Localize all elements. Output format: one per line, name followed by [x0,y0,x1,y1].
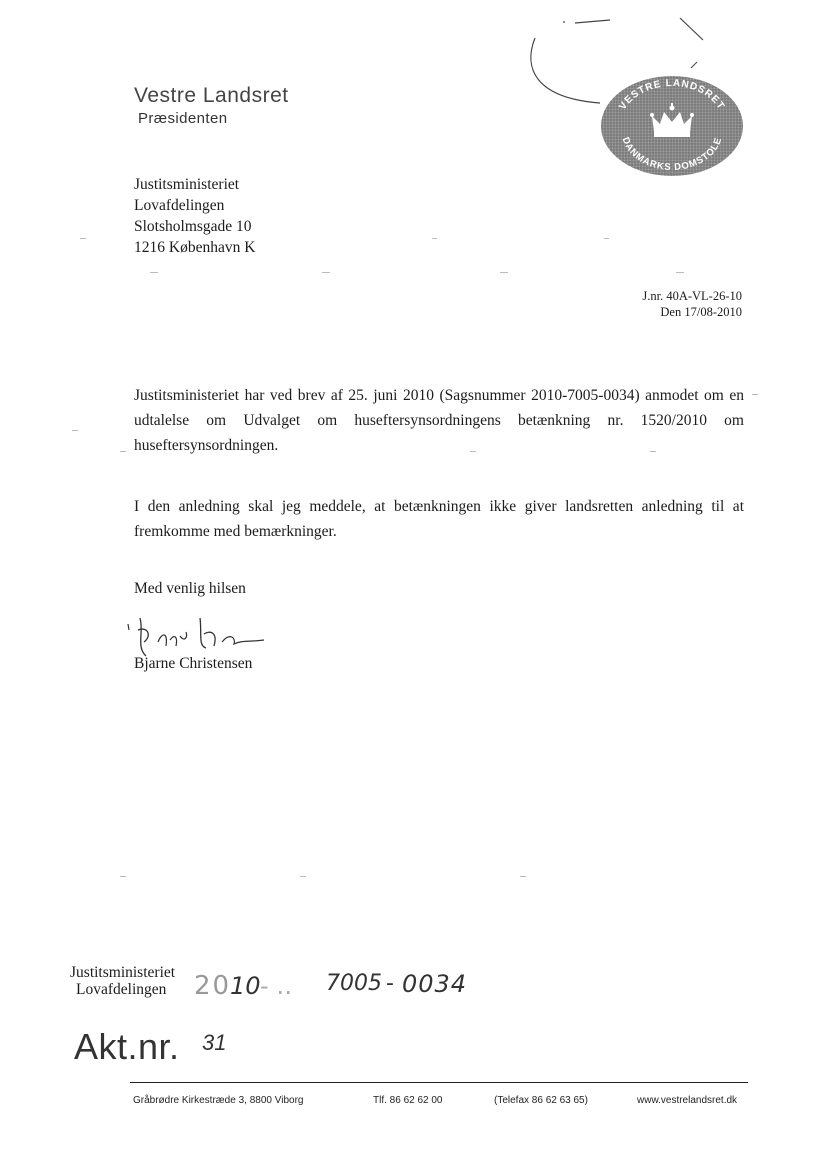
footer-phone: Tlf. 86 62 62 00 [373,1095,443,1106]
scan-speck [650,451,656,452]
letter-date: Den 17/08-2010 [660,305,742,319]
scan-speck [520,876,526,877]
footer-website[interactable]: www.vestrelandsret.dk [637,1095,738,1106]
reference-block [642,288,742,320]
body-paragraph: Justitsministeriet har ved brev af 25. juni 2010 (Sagsnummer 2010-7005-0034) anmodet om en udtalelse om Udvalget om huseftersynsordningens betænkning nr. 1520/2010 om huseftersynsordningen. [134,387,744,454]
recipient-line: Justitsministeriet [134,176,240,193]
receipt-stamp [70,964,175,998]
body-paragraph: I den anledning skal jeg meddele, at betænkningen ikke giver landsretten anledning til at fremkomme med bemærkninger. [134,498,744,540]
scan-speck [500,272,508,273]
scan-speck [300,876,306,877]
department-name: Præsidenten [138,110,228,127]
scan-speck [432,238,437,239]
case-dash: - [386,971,394,996]
scan-speck [676,272,684,273]
scan-speck [752,394,758,395]
footer-address: Gråbrødre Kirkestræde 3, 8800 Viborg [133,1095,304,1106]
scan-speck [150,272,158,273]
court-seal-icon [598,74,744,178]
case-year-suffix: 10 [230,972,261,1000]
handwritten-case-number [190,960,490,1005]
scan-speck [80,238,86,239]
recipient-line: Slotsholmsgade 10 [134,218,252,235]
akt-number: 31 [202,1030,227,1055]
court-name: Vestre Landsret [134,84,289,107]
case-end: 0034 [402,970,468,998]
case-middle: 7005 [326,971,382,996]
stamp-line: Lovafdelingen [76,981,167,998]
journal-number: J.nr. 40A-VL-26-10 [642,289,742,303]
signer-name: Bjarne Christensen [134,655,253,672]
scan-speck [120,876,126,877]
seal-text-bottom: DANMARKS DOMSTOLE [619,135,725,174]
stamp-line: Justitsministeriet [70,964,176,981]
recipient-line: 1216 København K [134,239,256,256]
recipient-address [134,174,255,258]
scan-speck [120,451,126,452]
scan-speck [72,430,78,431]
recipient-line: Lovafdelingen [134,197,225,214]
case-separator: - ‥ [260,972,293,1000]
footer-divider [130,1082,748,1083]
case-year: 20 [194,971,232,1001]
footer-fax: (Telefax 86 62 63 65) [494,1095,588,1106]
scan-speck [322,272,330,273]
closing-greeting: Med venlig hilsen [134,580,246,597]
akt-label: Akt.nr. [74,1026,180,1067]
scan-speck [470,451,476,452]
scan-speck [604,238,609,239]
seal-text-top: VESTRE LANDSRET [617,77,727,113]
